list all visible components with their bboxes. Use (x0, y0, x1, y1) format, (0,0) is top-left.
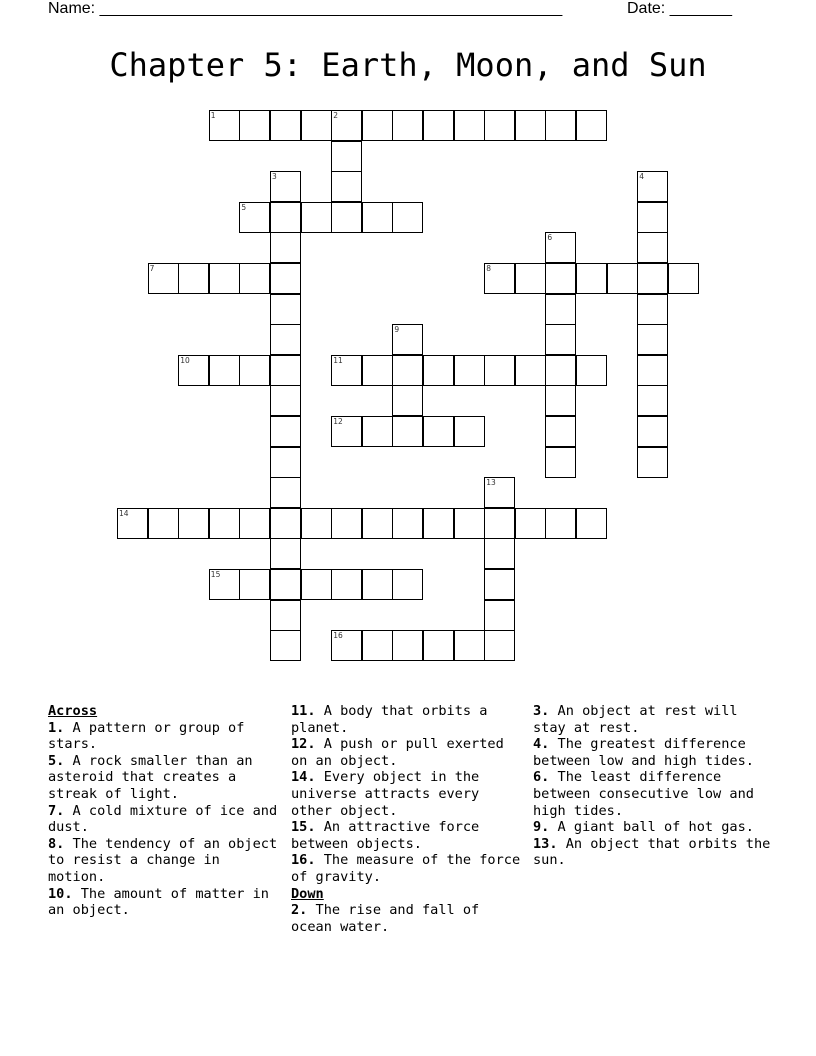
crossword-cell[interactable] (331, 416, 362, 447)
clue-number-label: 15 (210, 570, 221, 579)
clues-column-3 (533, 703, 773, 869)
clue-item (533, 819, 773, 836)
clue-number: 15. (291, 819, 316, 836)
crossword-cell[interactable] (515, 263, 546, 294)
clue-number: 16. (291, 852, 316, 869)
crossword-cell[interactable] (484, 110, 515, 141)
crossword-cell[interactable] (637, 416, 668, 447)
crossword-cell[interactable] (423, 355, 454, 386)
clue-text: A rock smaller than an asteroid that creates a streak of light. (48, 752, 253, 802)
crossword-cell[interactable] (331, 355, 362, 386)
down-heading: Down (291, 885, 324, 902)
clue-number: 11. (291, 703, 316, 719)
clue-number-label: 14 (119, 508, 129, 518)
crossword-cell[interactable] (270, 294, 301, 325)
clue-text: A push or pull exerted on an object. (291, 736, 504, 769)
crossword-cell[interactable] (362, 569, 393, 600)
crossword-cell[interactable] (209, 569, 240, 600)
crossword-cell[interactable] (270, 447, 301, 478)
crossword-cell[interactable] (239, 355, 270, 386)
crossword-cell[interactable] (484, 508, 515, 539)
crossword-cell[interactable] (637, 447, 668, 478)
name-field[interactable]: Name: ____________________________________________________ (48, 0, 563, 17)
crossword-cell[interactable] (392, 508, 423, 539)
crossword-cell[interactable] (637, 171, 668, 202)
crossword-cell[interactable] (545, 447, 576, 478)
clue-item (48, 720, 280, 753)
crossword-cell[interactable] (454, 355, 485, 386)
crossword-cell[interactable] (117, 508, 148, 539)
crossword-cell[interactable] (607, 263, 638, 294)
clue-number: 3. (533, 703, 550, 719)
crossword-cell[interactable] (301, 569, 332, 600)
crossword-cell[interactable] (270, 355, 301, 386)
clue-number-label: 5 (241, 202, 247, 212)
clue-item (48, 836, 280, 886)
clue-number: 8. (48, 835, 65, 852)
crossword-cell[interactable] (392, 324, 423, 355)
clue-text: A cold mixture of ice and dust. (48, 802, 278, 836)
crossword-cell[interactable] (301, 110, 332, 141)
crossword-cell[interactable] (392, 569, 423, 600)
clue-item (48, 753, 280, 803)
clue-number: 4. (533, 736, 550, 753)
crossword-cell[interactable] (331, 508, 362, 539)
clue-item (48, 803, 280, 836)
clue-text: The least difference between consecutive low and high tides. (533, 769, 754, 819)
clue-number: 6. (533, 769, 550, 786)
crossword-cell[interactable] (270, 538, 301, 569)
crossword-cell[interactable] (270, 508, 301, 539)
clue-number: 10. (48, 885, 73, 902)
crossword-cell[interactable] (239, 110, 270, 141)
crossword-cell[interactable] (576, 355, 607, 386)
crossword-cell[interactable] (484, 600, 515, 631)
clue-number: 13. (533, 835, 558, 852)
crossword-cell[interactable] (392, 202, 423, 233)
crossword-cell[interactable] (545, 232, 576, 263)
crossword-cell[interactable] (209, 508, 240, 539)
crossword-cell[interactable] (270, 263, 301, 294)
clues-column-1 (48, 703, 280, 919)
clue-number: 14. (291, 769, 316, 786)
crossword-cell[interactable] (148, 508, 179, 539)
crossword-cell[interactable] (392, 355, 423, 386)
crossword-cell[interactable] (637, 263, 668, 294)
clues-column-2 (291, 703, 523, 935)
crossword-cell[interactable] (239, 263, 270, 294)
crossword-cell[interactable] (515, 110, 546, 141)
crossword-cell[interactable] (423, 508, 454, 539)
crossword-cell[interactable] (515, 508, 546, 539)
crossword-cell[interactable] (484, 355, 515, 386)
crossword-cell[interactable] (331, 171, 362, 202)
crossword-cell[interactable] (637, 385, 668, 416)
clue-text: A pattern or group of stars. (48, 719, 245, 753)
crossword-cell[interactable] (576, 508, 607, 539)
crossword-cell[interactable] (362, 508, 393, 539)
clue-number-label: 10 (180, 355, 190, 365)
crossword-cell[interactable] (423, 416, 454, 447)
clue-number-label: 9 (394, 325, 400, 335)
crossword-cell[interactable] (454, 110, 485, 141)
clue-item (291, 902, 523, 935)
crossword-cell[interactable] (331, 202, 362, 233)
clue-number-label: 8 (486, 264, 491, 273)
crossword-cell[interactable] (301, 508, 332, 539)
clue-number-label: 1 (210, 111, 216, 120)
crossword-cell[interactable] (239, 202, 270, 233)
crossword-cell[interactable] (270, 110, 301, 141)
crossword-cell[interactable] (392, 630, 423, 661)
clue-number-label: 16 (333, 631, 343, 641)
clue-number: 5. (48, 752, 65, 769)
crossword-cell[interactable] (484, 538, 515, 569)
across-heading: Across (48, 703, 98, 719)
clue-text: An object that orbits the sun. (533, 835, 771, 869)
date-field[interactable]: Date: _______ (627, 0, 732, 17)
crossword-cell[interactable] (454, 508, 485, 539)
crossword-cell[interactable] (637, 202, 668, 233)
crossword-cell[interactable] (331, 630, 362, 661)
crossword-cell[interactable] (484, 477, 515, 508)
crossword-cell[interactable] (545, 355, 576, 386)
clue-number-label: 2 (333, 111, 338, 120)
clue-number: 12. (291, 736, 316, 753)
crossword-cell[interactable] (362, 355, 393, 386)
clue-text: An object at rest will stay at rest. (533, 703, 738, 736)
clue-number-label: 12 (333, 417, 343, 426)
crossword-cell[interactable] (637, 232, 668, 263)
crossword-cell[interactable] (423, 630, 454, 661)
page-title: Chapter 5: Earth, Moon, and Sun (109, 46, 707, 84)
crossword-cell[interactable] (576, 110, 607, 141)
crossword-cell[interactable] (270, 477, 301, 508)
crossword-cell[interactable] (454, 630, 485, 661)
crossword-cell[interactable] (331, 141, 362, 172)
clue-item (48, 886, 280, 919)
crossword-cell[interactable] (545, 385, 576, 416)
clue-item (533, 769, 773, 819)
crossword-cell[interactable] (545, 416, 576, 447)
crossword-cell[interactable] (392, 110, 423, 141)
crossword-cell[interactable] (392, 385, 423, 416)
clue-item (291, 819, 523, 852)
crossword-cell[interactable] (545, 263, 576, 294)
clue-text: The measure of the force of gravity. (291, 852, 521, 885)
crossword-cell[interactable] (576, 263, 607, 294)
clue-item (533, 836, 773, 869)
crossword-cell[interactable] (270, 324, 301, 355)
clue-text: The tendency of an object to resist a change in motion. (48, 835, 278, 885)
crossword-cell[interactable] (454, 416, 485, 447)
crossword-cell[interactable] (545, 324, 576, 355)
crossword-cell[interactable] (545, 294, 576, 325)
crossword-cell[interactable] (209, 355, 240, 386)
crossword-cell[interactable] (637, 294, 668, 325)
crossword-cell[interactable] (545, 508, 576, 539)
clue-number-label: 7 (149, 264, 155, 273)
crossword-cell[interactable] (545, 110, 576, 141)
crossword-cell[interactable] (270, 416, 301, 447)
clue-item (291, 852, 523, 885)
crossword-cell[interactable] (270, 569, 301, 600)
clue-text: Every object in the universe attracts every other object. (291, 769, 480, 819)
crossword-cell[interactable] (331, 569, 362, 600)
crossword-cell[interactable] (209, 110, 240, 141)
clue-text: The greatest difference between low and high tides. (533, 736, 754, 769)
crossword-cell[interactable] (148, 263, 179, 294)
clue-text: A body that orbits a planet. (291, 703, 488, 736)
crossword-cell[interactable] (178, 263, 209, 294)
crossword-cell[interactable] (331, 110, 362, 141)
clue-number-label: 6 (547, 233, 553, 243)
clue-number: 2. (291, 902, 308, 919)
clue-item (291, 703, 523, 736)
crossword-cell[interactable] (362, 630, 393, 661)
crossword-cell[interactable] (270, 600, 301, 631)
clue-number: 7. (48, 802, 65, 819)
crossword-cell[interactable] (239, 508, 270, 539)
clue-number-label: 4 (639, 172, 644, 182)
clue-number-label: 13 (486, 478, 496, 488)
crossword-cell[interactable] (484, 569, 515, 600)
crossword-cell[interactable] (423, 110, 454, 141)
clue-number: 9. (533, 819, 550, 836)
clue-number: 1. (48, 719, 65, 736)
crossword-cell[interactable] (270, 232, 301, 263)
crossword-cell[interactable] (484, 263, 515, 294)
clue-text: An attractive force between objects. (291, 819, 480, 852)
crossword-cell[interactable] (209, 263, 240, 294)
crossword-cell[interactable] (270, 630, 301, 661)
clue-item (291, 736, 523, 769)
crossword-cell[interactable] (668, 263, 699, 294)
crossword-cell[interactable] (362, 416, 393, 447)
crossword-cell[interactable] (301, 202, 332, 233)
crossword-cell[interactable] (178, 355, 209, 386)
crossword-cell[interactable] (637, 355, 668, 386)
clue-number-label: 3 (272, 172, 277, 182)
clue-item (291, 769, 523, 819)
clue-number-label: 11 (333, 355, 343, 365)
crossword-cell[interactable] (484, 630, 515, 661)
crossword-cell[interactable] (270, 385, 301, 416)
crossword-cell[interactable] (178, 508, 209, 539)
crossword-cell[interactable] (270, 171, 301, 202)
crossword-cell[interactable] (239, 569, 270, 600)
clue-item (533, 736, 773, 769)
clue-item (533, 703, 773, 736)
crossword-cell[interactable] (270, 202, 301, 233)
clue-text: The amount of matter in an object. (48, 885, 269, 919)
crossword-cell[interactable] (637, 324, 668, 355)
crossword-cell[interactable] (362, 202, 393, 233)
crossword-cell[interactable] (392, 416, 423, 447)
crossword-cell[interactable] (515, 355, 546, 386)
clue-text: A giant ball of hot gas. (549, 819, 754, 836)
clue-text: The rise and fall of ocean water. (291, 902, 480, 935)
crossword-cell[interactable] (362, 110, 393, 141)
